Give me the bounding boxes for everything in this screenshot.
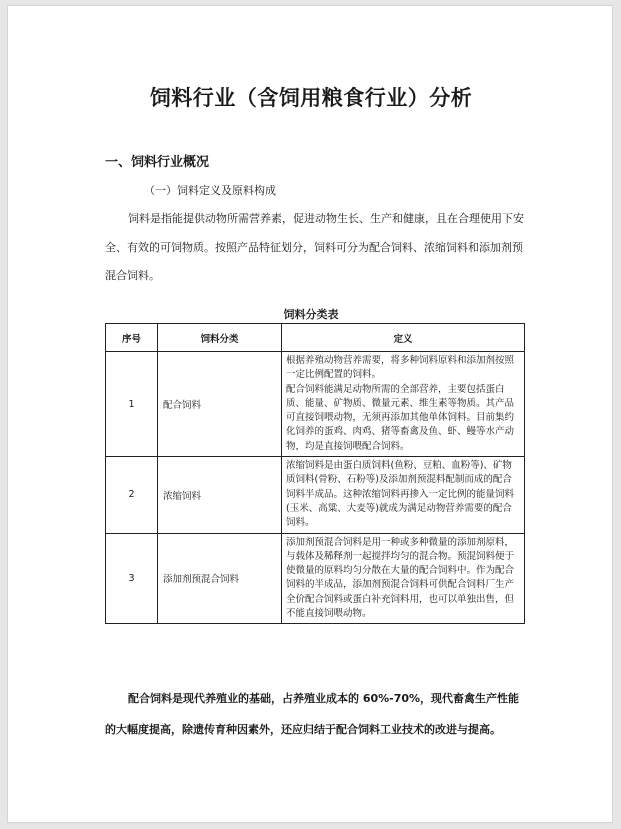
table-header-row [106,324,525,352]
row-no: 1 [106,352,158,457]
row-definition [282,533,525,624]
feed-classification-table [105,323,525,624]
row-definition [282,352,525,457]
row-category: 浓缩饲料 [158,457,282,533]
definition-text: 添加剂预混合饲料是用一种或多种微量的添加剂原料，与载体及稀释剂一起搅拌均匀的混合物。预混饲料便于使微量的原料均匀分散在大量的配合饲料中。作为配合饲料的半成品，添加剂预混合饲料可供配合饲料厂生产全价配合饲料或蛋白补充饲料用，也可以单独出售，但不能直接饲喂动物。 [286,536,515,620]
table-row [106,457,525,533]
section-heading: 一、饲料行业概况 [105,155,210,170]
intro-paragraph: 饲料是指能提供动物所需营养素，促进动物生长、生产和健康，且在合理使用下安全、有效的可饲物质。按照产品特征划分，饲料可分为配合饲料、浓缩饲料和添加剂预混合饲料。 [105,212,524,282]
header-definition: 定义 [282,324,525,352]
row-no: 3 [106,533,158,624]
definition-text: 配合饲料能满足动物所需的全部营养，主要包括蛋白质、能量、矿物质、微量元素、维生素等物质。其产品可直接饲喂动物，无须再添加其他单体饲料。目前集约化饲养的蛋鸡、肉鸡、猪等畜禽及鱼、虾、鳗等水产动物，均是直接饲喂配合饲料。 [286,383,515,452]
subsection-heading: （一）饲料定义及原料构成 [144,184,276,197]
document-title: 饲料行业（含饲用粮食行业）分析 [149,86,473,110]
summary-paragraph: 配合饲料是现代养殖业的基础，占养殖业成本的 60%-70%，现代畜禽生产性能的大幅度提高，除遗传育种因素外，还应归结于配合饲料工业技术的改进与提高。 [105,692,520,736]
row-category: 配合饲料 [158,352,282,457]
row-no: 2 [106,457,158,533]
row-category: 添加剂预混合饲料 [158,533,282,624]
document-page [7,5,613,823]
header-category: 饲料分类 [158,324,282,352]
header-no: 序号 [106,324,158,352]
definition-text: 浓缩饲料是由蛋白质饲料(鱼粉、豆粕、血粉等)、矿物质饲料(骨粉、石粉等)及添加剂预混料配制而成的配合饲料半成品。这种浓缩饲料再掺入一定比例的能量饲料(玉米、高粱、大麦等)就成为满足动物营养需要的配合饲料。 [286,460,515,529]
table-row [106,352,525,457]
table-caption: 饲料分类表 [283,308,339,321]
table-row [106,533,525,624]
row-definition [282,457,525,533]
definition-text: 根据养殖动物营养需要，将多种饲料原料和添加剂按照一定比例配置的饲料。 [286,355,515,381]
